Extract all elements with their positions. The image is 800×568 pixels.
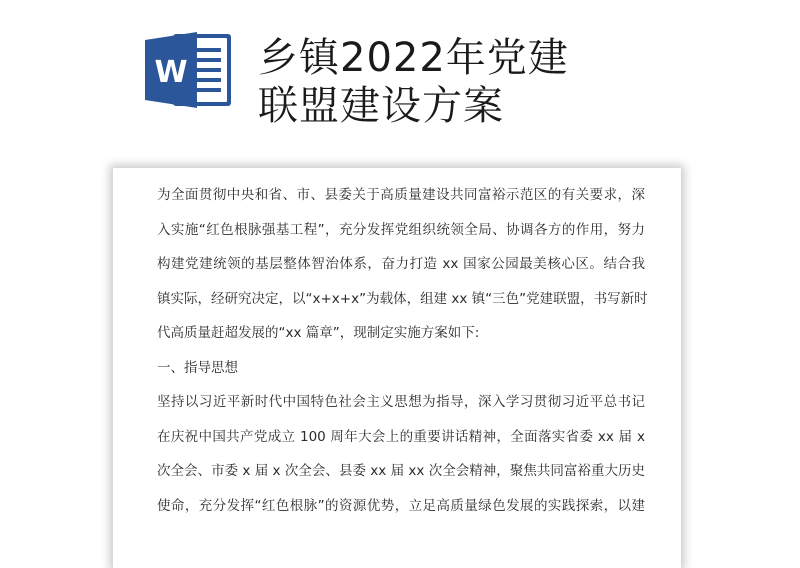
body-line: 镇实际，经研究决定，以“x+x+x”为载体，组建 xx 镇“三色”党建联盟，书写新时 bbox=[157, 290, 648, 307]
title-line-1: 乡镇2022年党建 bbox=[258, 35, 569, 81]
body-line: 入实施“红色根脉强基工程”，充分发挥党组织统领全局、协调各方的作用，努力 bbox=[157, 221, 645, 238]
document-page bbox=[113, 168, 681, 568]
body-line: 代高质量赶超发展的“xx 篇章”，现制定实施方案如下: bbox=[157, 325, 480, 341]
body-line: 坚持以习近平新时代中国特色社会主义思想为指导，深入学习贯彻习近平总书记 bbox=[157, 394, 645, 410]
document-body bbox=[157, 178, 648, 523]
body-line: 为全面贯彻中央和省、市、县委关于高质量建设共同富裕示范区的有关要求，深 bbox=[157, 187, 645, 203]
body-line: 使命，充分发挥“红色根脉”的资源优势，立足高质量绿色发展的实践探索，以建 bbox=[157, 497, 645, 514]
title-line-2: 联盟建设方案 bbox=[258, 83, 504, 129]
body-line: 在庆祝中国共产党成立 100 周年大会上的重要讲话精神，全面落实省委 xx 届 x bbox=[157, 428, 645, 445]
header bbox=[0, 0, 800, 150]
word-document-icon bbox=[143, 28, 235, 112]
page-title bbox=[258, 34, 569, 130]
body-line: 次全会、市委 x 届 x 次全会、县委 xx 届 xx 次全会精神，聚焦共同富裕重大历史 bbox=[157, 463, 645, 479]
body-line: 构建党建统领的基层整体智治体系，奋力打造 xx 国家公园最美核心区。结合我 bbox=[157, 256, 645, 272]
section-heading: 一、指导思想 bbox=[157, 359, 238, 376]
svg-text:W: W bbox=[154, 55, 188, 90]
